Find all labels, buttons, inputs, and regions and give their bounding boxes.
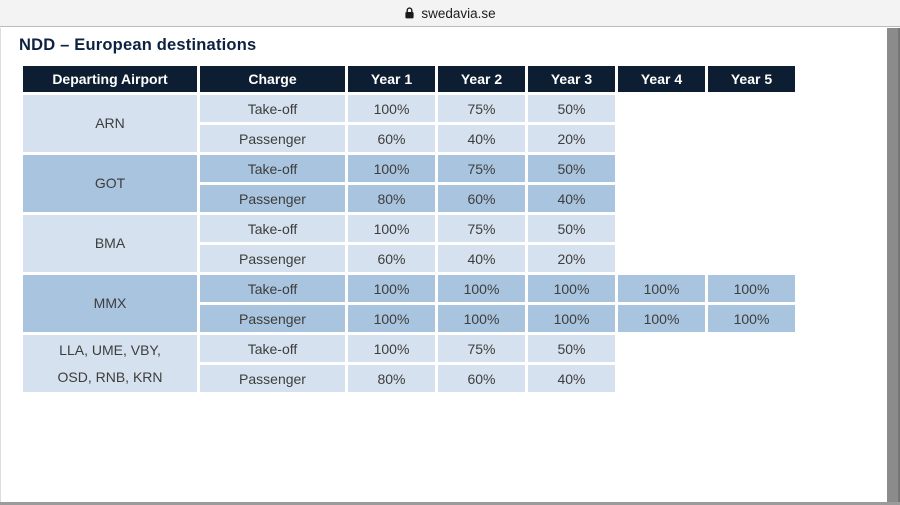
value-cell: 100% — [438, 305, 525, 332]
value-cell: 100% — [618, 305, 705, 332]
empty-cell — [618, 155, 705, 182]
value-cell: 75% — [438, 215, 525, 242]
value-cell: 60% — [348, 245, 435, 272]
charges-table — [20, 63, 798, 395]
window-edge-right — [887, 28, 900, 505]
page-title: NDD – European destinations — [19, 36, 257, 54]
value-cell: 50% — [528, 155, 615, 182]
charge-cell: Take-off — [200, 275, 345, 302]
empty-cell — [708, 335, 795, 362]
table-header — [23, 66, 795, 92]
empty-cell — [618, 245, 705, 272]
column-header: Year 5 — [708, 66, 795, 92]
value-cell: 100% — [528, 305, 615, 332]
table-row — [23, 335, 795, 362]
charge-cell: Passenger — [200, 245, 345, 272]
value-cell: 100% — [348, 275, 435, 302]
column-header: Charge — [200, 66, 345, 92]
header-row — [23, 66, 795, 92]
column-header: Departing Airport — [23, 66, 197, 92]
empty-cell — [708, 95, 795, 122]
table-row — [23, 155, 795, 182]
empty-cell — [618, 125, 705, 152]
value-cell: 100% — [348, 155, 435, 182]
empty-cell — [708, 155, 795, 182]
column-header: Year 1 — [348, 66, 435, 92]
airport-cell: LLA, UME, VBY, OSD, RNB, KRN — [23, 335, 197, 392]
table-row — [23, 95, 795, 122]
value-cell: 75% — [438, 95, 525, 122]
table-row — [23, 275, 795, 302]
empty-cell — [708, 365, 795, 392]
value-cell: 60% — [438, 185, 525, 212]
browser-address-bar[interactable] — [0, 0, 900, 27]
airport-cell: ARN — [23, 95, 197, 152]
column-header: Year 4 — [618, 66, 705, 92]
airport-cell: GOT — [23, 155, 197, 212]
value-cell: 60% — [348, 125, 435, 152]
empty-cell — [708, 215, 795, 242]
value-cell: 100% — [348, 305, 435, 332]
empty-cell — [618, 95, 705, 122]
empty-cell — [618, 365, 705, 392]
value-cell: 100% — [348, 95, 435, 122]
value-cell: 100% — [438, 275, 525, 302]
charge-cell: Take-off — [200, 215, 345, 242]
column-header: Year 3 — [528, 66, 615, 92]
empty-cell — [708, 245, 795, 272]
charge-cell: Take-off — [200, 155, 345, 182]
charge-cell: Passenger — [200, 125, 345, 152]
lock-icon — [404, 6, 415, 20]
value-cell: 80% — [348, 185, 435, 212]
value-cell: 100% — [348, 335, 435, 362]
empty-cell — [618, 335, 705, 362]
empty-cell — [618, 185, 705, 212]
charge-cell: Take-off — [200, 95, 345, 122]
airport-cell: BMA — [23, 215, 197, 272]
value-cell: 100% — [708, 305, 795, 332]
value-cell: 75% — [438, 155, 525, 182]
table-row — [23, 215, 795, 242]
value-cell: 50% — [528, 335, 615, 362]
charge-cell: Passenger — [200, 185, 345, 212]
empty-cell — [708, 185, 795, 212]
value-cell: 40% — [438, 125, 525, 152]
value-cell: 100% — [348, 215, 435, 242]
value-cell: 80% — [348, 365, 435, 392]
page-content — [0, 27, 900, 395]
value-cell: 50% — [528, 95, 615, 122]
value-cell: 40% — [528, 185, 615, 212]
value-cell: 40% — [528, 365, 615, 392]
charge-cell: Passenger — [200, 365, 345, 392]
value-cell: 100% — [618, 275, 705, 302]
empty-cell — [618, 215, 705, 242]
value-cell: 100% — [528, 275, 615, 302]
charge-cell: Take-off — [200, 335, 345, 362]
value-cell: 100% — [708, 275, 795, 302]
charge-cell: Passenger — [200, 305, 345, 332]
table-body — [23, 95, 795, 392]
address-url: swedavia.se — [421, 5, 496, 21]
value-cell: 75% — [438, 335, 525, 362]
airport-cell: MMX — [23, 275, 197, 332]
value-cell: 40% — [438, 245, 525, 272]
empty-cell — [708, 125, 795, 152]
column-header: Year 2 — [438, 66, 525, 92]
window-edge-left — [0, 28, 1, 505]
value-cell: 50% — [528, 215, 615, 242]
value-cell: 20% — [528, 245, 615, 272]
value-cell: 20% — [528, 125, 615, 152]
value-cell: 60% — [438, 365, 525, 392]
